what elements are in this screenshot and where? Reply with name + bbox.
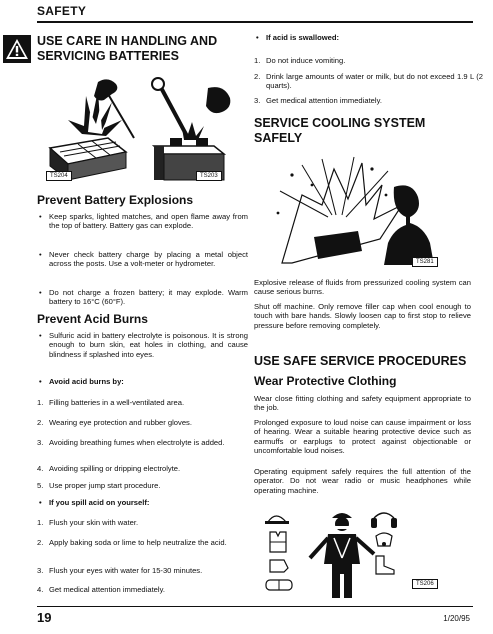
goggles-icon [266,580,292,590]
safety-vest-icon [270,532,286,552]
clothing-paragraph: Prolonged exposure to loud noise can cause impairment or loss of hearing. Wear a suitable hearing protective device such as earmuffs or earplugs to protect against objectionable or uncomfortable loud noises. [254,418,471,456]
section-header: SAFETY [37,4,87,18]
spill-label: • If you spill acid on yourself: [37,498,248,507]
cooling-title-line1: SERVICE COOLING SYSTEM [254,116,426,130]
swallow-step: 1. Do not induce vomiting. [254,56,346,65]
swallow-step: 3. Get medical attention immediately. [254,96,382,105]
boot-icon [376,556,394,574]
cooling-paragraph: Explosive release of fluids from pressurized cooling system can cause serious burns. [254,278,471,297]
figure-tag-ts203: TS203 [196,171,222,181]
figure-tag-ts281: TS281 [412,257,438,267]
page-number: 19 [37,610,52,625]
avoid-step: 5. Use proper jump start procedure. [37,481,161,490]
spill-step: 4. Get medical attention immediately. [37,585,165,594]
avoid-step: 2. Wearing eye protection and rubber gloves. [37,418,192,427]
avoid-step: 4. Avoiding spilling or dripping electrolyte. [37,464,181,473]
figure-tag-ts206: TS206 [412,579,438,589]
swallow-label: • If acid is swallowed: [254,33,483,42]
explosion-bullet: • Never check battery charge by placing a metal object across the posts. Use a volt-meter or hydrometer. [37,250,248,269]
header-rule [37,21,473,23]
cooling-system-figure [262,155,438,265]
clothing-paragraph: Operating equipment safely requires the full attention of the operator. Do not wear radio or music headphones while operating machine. [254,467,471,495]
spill-step: 2. Apply baking soda or lime to help neutralize the acid. [37,538,227,547]
acid-bullet: • Sulfuric acid in battery electrolyte is poisonous. It is strong enough to burn skin, eat holes in clothing, and cause blindness if splashed into eyes. [37,331,248,359]
clothing-paragraph: Wear close fitting clothing and safety equipment appropriate to the job. [254,394,471,413]
warning-icon [3,35,31,63]
avoid-step: 1. Filling batteries in a well-ventilated area. [37,398,185,407]
revision-date: 1/20/95 [443,614,470,623]
respirator-icon [376,533,392,546]
battery-title-line2: SERVICING BATTERIES [37,49,179,63]
avoid-label: • Avoid acid burns by: [37,377,248,386]
explosions-heading: Prevent Battery Explosions [37,193,194,207]
clothing-heading: Wear Protective Clothing [254,374,397,388]
avoid-step: 3. Avoiding breathing fumes when electrolyte is added. [37,438,225,447]
worker-figure-illustration [310,513,374,598]
operator-silhouette-illustration [384,185,434,265]
acid-heading: Prevent Acid Burns [37,312,148,326]
cooling-title-line2: SAFELY [254,131,303,145]
hard-hat-icon [265,516,289,524]
explosion-bullet: • Keep sparks, lighted matches, and open flame away from the top of battery. Battery gas can explode. [37,212,248,231]
swallow-step: 2. Drink large amounts of water or milk, but do not exceed 1.9 L (2 quarts). [254,72,483,91]
glove-icon [270,560,288,572]
explosion-bullet: • Do not charge a frozen battery; it may explode. Warm battery to 16°C (60°F). [37,288,248,307]
cooling-title [254,116,425,146]
spill-step: 1. Flush your skin with water. [37,518,139,527]
figure-tag-ts204: TS204 [46,171,72,181]
battery-figure [38,76,238,186]
battery-title-line1: USE CARE IN HANDLING AND [37,34,218,48]
footer-rule [37,606,473,607]
procedures-title: USE SAFE SERVICE PROCEDURES [254,354,467,368]
battery-title [37,34,217,64]
steam-burst-illustration [277,157,402,263]
spill-step: 3. Flush your eyes with water for 15-30 minutes. [37,566,203,575]
battery-hydrometer-illustration [152,78,230,180]
earmuffs-icon [371,513,397,528]
cooling-paragraph: Shut off machine. Only remove filler cap when cool enough to touch with bare hands. Slowly loosen cap to first stop to relieve pressure before removing completely. [254,302,471,330]
